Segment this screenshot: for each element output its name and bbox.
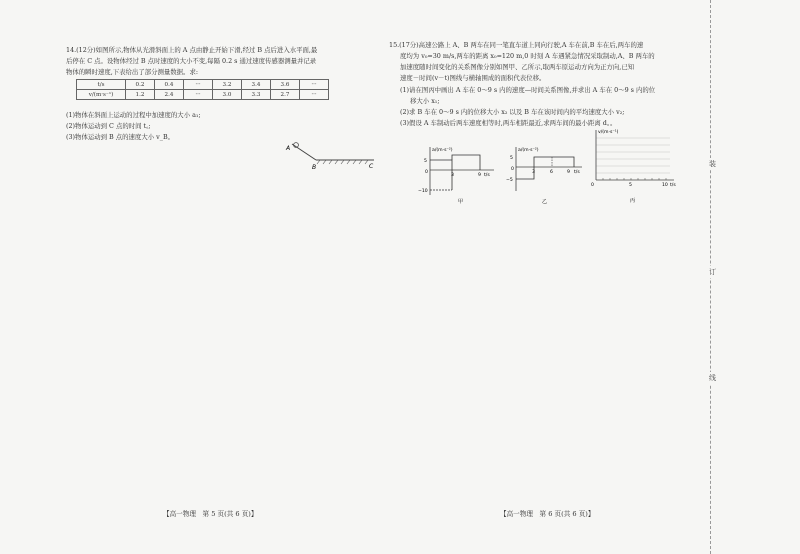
q15-line4: 速度－时间(v－t)图线与横轴围成的面积代表位移。 (400, 74, 546, 82)
table-cell: ··· (300, 90, 329, 100)
table-row (77, 80, 329, 90)
q15-sub1a: (1)请在图丙中画出 A 车在 0～9 s 内的速度—时间关系图像,并求出 A 车在 0～9 s 内的位 (400, 86, 656, 94)
table-header-t: t/s (77, 80, 126, 90)
table-cell: 0.4 (155, 80, 184, 90)
jia-ylabel: a/(m·s⁻²) (432, 148, 453, 153)
table-cell: 0.2 (126, 80, 155, 90)
bing-ylabel: v/(m·s⁻¹) (598, 130, 619, 135)
table-cell: 2.7 (271, 90, 300, 100)
yi-xlabel: t/s (574, 170, 580, 175)
bing-tick-x: 10 (662, 183, 668, 188)
q14-data-table (76, 79, 329, 100)
jia-caption: 甲 (458, 199, 464, 205)
yi-tick-y: −5 (506, 178, 513, 183)
bing-caption: 丙 (630, 198, 636, 204)
page-footer-right: 【高一物理 第 6 页(共 6 页)】 (500, 510, 595, 518)
yi-tick-y: 5 (510, 156, 513, 161)
graph-jia (418, 143, 496, 205)
q15-line2: 度均为 v₀=30 m/s,两车的距离 x₀=120 m,0 时刻 A 车遇紧急情况采取制动,A、B 两车的 (400, 52, 655, 60)
yi-tick-x: 9 (567, 170, 570, 175)
point-c-label: C (369, 163, 374, 170)
q14-line3: 物体的瞬时速度,下表给出了部分测量数据。求: (66, 68, 198, 76)
q14-incline-figure (282, 136, 382, 176)
graph-bing (590, 126, 680, 204)
q14-sub3: (3)物体运动到 B 点的速度大小 v_B。 (66, 133, 175, 141)
q14-sub1: (1)物体在斜面上运动的过程中加速度的大小 a₁; (66, 111, 201, 119)
jia-tick-y: 5 (424, 159, 427, 164)
accel-curve (516, 157, 574, 179)
q14-line1: 14.(12分)如图所示,物体从光滑斜面上的 A 点由静止开始下滑,经过 B 点后进入水平面,最 (66, 46, 318, 54)
table-header-v: v/(m·s⁻¹) (77, 90, 126, 100)
jia-tick-y: −10 (418, 189, 428, 194)
accel-curve-b (452, 155, 480, 170)
accel-curve-a (430, 160, 452, 190)
bing-tick-x: 5 (629, 183, 632, 188)
bing-xlabel: t/s (670, 183, 676, 188)
table-cell: 3.6 (271, 80, 300, 90)
page-footer-left: 【高一物理 第 5 页(共 6 页)】 (163, 510, 258, 518)
yi-tick-x: 3 (532, 170, 535, 175)
table-cell: 2.4 (155, 90, 184, 100)
jia-tick-x: 9 (478, 173, 481, 178)
ground-hatch (317, 160, 368, 164)
jia-tick-x: 3 (451, 173, 454, 178)
table-row (77, 90, 329, 100)
jia-xlabel: t/s (484, 173, 490, 178)
table-cell: ··· (300, 80, 329, 90)
binding-mark-zhuang: 装 (709, 160, 716, 168)
incline-line (292, 144, 316, 160)
grid (596, 138, 670, 173)
table-cell: 3.2 (213, 80, 242, 90)
table-cell: 3.4 (242, 80, 271, 90)
point-a-label: A (286, 145, 291, 152)
q15-line3: 加速度随时间变化的关系图像分别如图甲、乙所示,取两车原运动方向为正方向,已知 (400, 63, 635, 71)
table-cell: 3.0 (213, 90, 242, 100)
table-cell: 1.2 (126, 90, 155, 100)
table-cell: ··· (184, 90, 213, 100)
yi-tick-x: 6 (550, 170, 553, 175)
q14-sub2: (2)物体运动到 C 点的时间 t꜀; (66, 122, 151, 130)
binding-mark-ding: 订 (709, 268, 716, 276)
bing-tick-y: 0 (591, 183, 594, 188)
q15-sub2: (2)求 B 车在 0～9 s 内的位移大小 x₂ 以及 B 车在该时间内的平均速度大小 v₂; (400, 108, 625, 116)
q15-line1: 15.(17分)高速公路上 A、B 两车在同一笔直车道上同向行驶,A 车在前,B 车在后,两车的速 (389, 41, 644, 49)
table-cell: 3.3 (242, 90, 271, 100)
binding-mark-xian: 线 (709, 374, 716, 382)
yi-caption: 乙 (542, 199, 548, 205)
jia-tick-y: 0 (425, 170, 428, 175)
yi-tick-y: 0 (511, 167, 514, 172)
q14-line2: 后停在 C 点。设物体经过 B 点时速度的大小不变,每隔 0.2 s 通过速度传感器测量并记录 (66, 57, 317, 65)
point-b-label: B (312, 164, 317, 171)
table-cell: ··· (184, 80, 213, 90)
q15-sub1b: 移大小 x₁; (410, 97, 440, 105)
graph-yi (504, 143, 584, 205)
yi-ylabel: a/(m·s⁻²) (518, 148, 539, 153)
q15-sub3: (3)假设 A 车制动后两车速度相等时,两车相距最近,求两车间的最小距离 d。。 (400, 119, 617, 127)
